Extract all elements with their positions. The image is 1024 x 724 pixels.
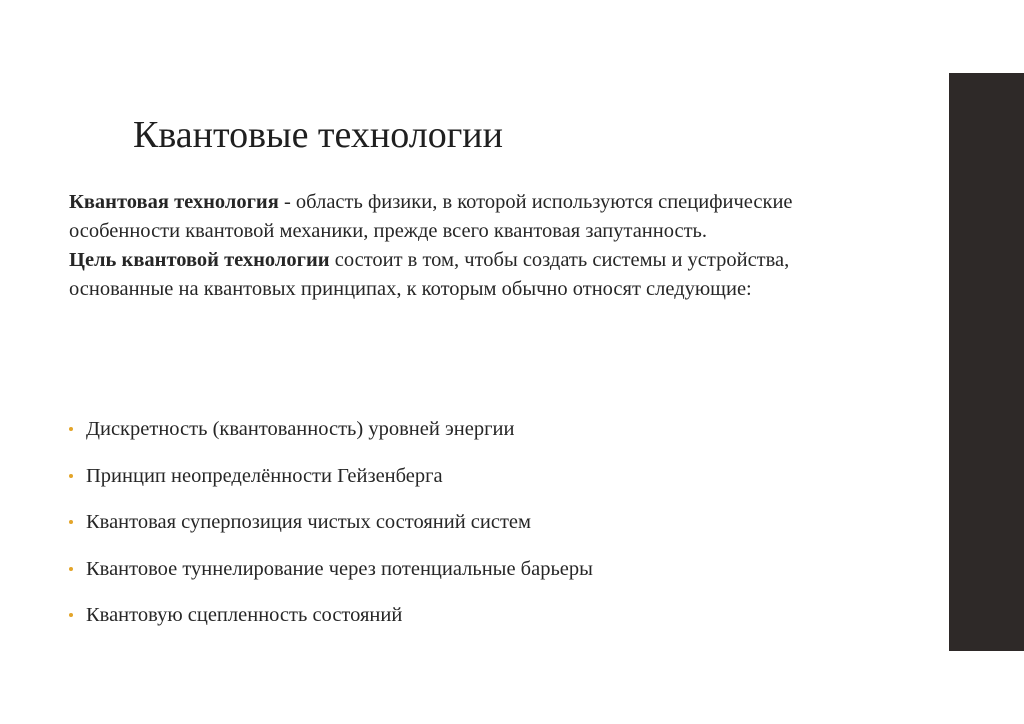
- goal-text: состоит в том, чтобы создать системы и устройства, основанные на квантовых принципах, к которым обычно относят следующие:: [69, 249, 790, 300]
- list-item: [69, 460, 593, 507]
- definition-text: - область физики, в которой используются специфические особенности квантовой механики, прежде всего квантовая запутанность.: [69, 191, 793, 242]
- list-item-text: Квантовую сцепленность состояний: [86, 604, 403, 626]
- list-item: [69, 413, 593, 460]
- list-item-text: Квантовая суперпозиция чистых состояний систем: [86, 511, 531, 533]
- right-sidebar-bar: [949, 73, 1024, 651]
- slide-body: [69, 188, 869, 304]
- list-item: [69, 553, 593, 600]
- definition-paragraph: [69, 188, 869, 246]
- list-item: [69, 599, 593, 646]
- bullet-dot-icon: [69, 427, 73, 431]
- principles-list: [69, 413, 593, 646]
- list-item-text: Дискретность (квантованность) уровней энергии: [86, 418, 515, 440]
- list-item-text: Принцип неопределённости Гейзенберга: [86, 464, 443, 487]
- list-item-text: Квантовое туннелирование через потенциальные барьеры: [86, 557, 593, 580]
- definition-term: Квантовая технология: [69, 191, 279, 213]
- goal-term: Цель квантовой технологии: [69, 249, 330, 271]
- list-item: [69, 506, 593, 553]
- slide-title: Квантовые технологии: [133, 114, 503, 156]
- bullet-dot-icon: [69, 613, 73, 617]
- bullet-dot-icon: [69, 520, 73, 524]
- bullet-dot-icon: [69, 474, 73, 478]
- goal-paragraph: [69, 246, 869, 304]
- bullet-dot-icon: [69, 567, 73, 571]
